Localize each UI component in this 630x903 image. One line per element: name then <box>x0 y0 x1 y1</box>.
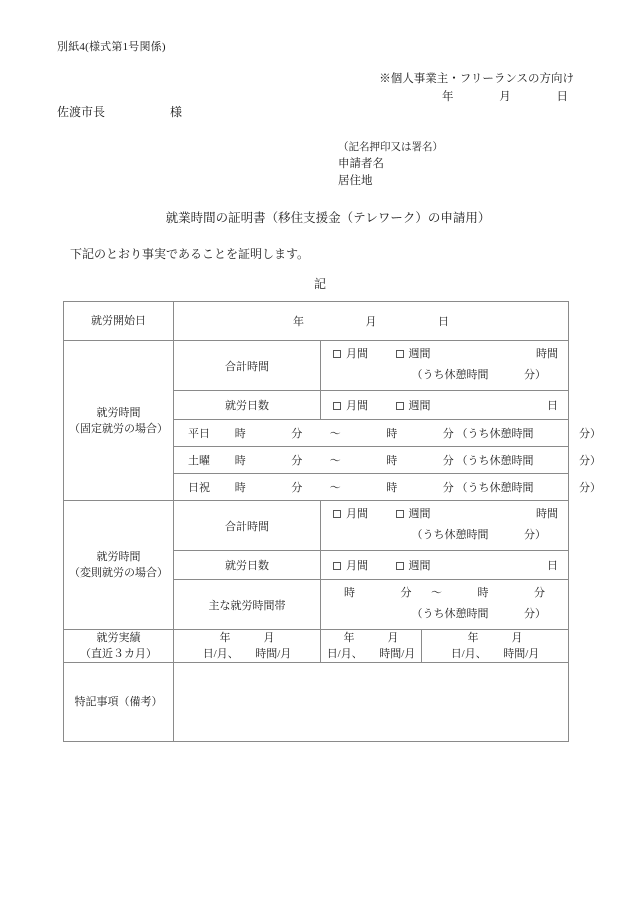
variable-band-break-unit: 分） <box>524 608 547 620</box>
fixed-span-saturday-to-hour: 時 <box>386 455 398 467</box>
table-row-start-date <box>64 302 569 341</box>
variable-band-to-hour: 時 <box>477 587 489 599</box>
variable-band-tilde: ～ <box>431 587 442 599</box>
variable-main-band-time-row <box>321 580 568 605</box>
checkbox-icon-monthly[interactable] <box>333 350 341 358</box>
checkbox-icon-monthly[interactable] <box>333 402 341 410</box>
fixed-work-days-value-cell[interactable] <box>321 391 569 420</box>
submission-date-line <box>442 88 568 104</box>
variable-band-to-min: 分 <box>534 587 545 599</box>
addressee-line <box>57 103 182 120</box>
fixed-span-saturday-from-hour: 時 <box>234 455 246 467</box>
fixed-span-saturday-to-min: 分 <box>442 455 454 467</box>
work-record-period-2: 年 月 <box>343 632 399 644</box>
start-date-day: 日 <box>438 316 449 328</box>
fixed-span-saturday-from-min: 分 <box>291 455 303 467</box>
fixed-span-holiday-to-min: 分 <box>442 482 454 494</box>
fixed-total-hours-options <box>333 345 431 364</box>
fixed-work-days-options <box>333 397 431 413</box>
fixed-work-days-label: 就労日数 <box>174 391 321 420</box>
variable-total-hours-unit: 時間 <box>536 508 559 520</box>
variable-total-weekly-label: 週間 <box>408 508 431 520</box>
work-record-label-line1: 就労実績 <box>96 632 141 644</box>
start-date-value-cell[interactable] <box>174 302 569 341</box>
fixed-span-weekday-break-unit: 分） <box>579 428 601 440</box>
fixed-span-holiday-daylabel: 日祝 <box>188 482 210 494</box>
checkbox-icon-weekly[interactable] <box>396 562 404 570</box>
checkbox-icon-weekly[interactable] <box>396 350 404 358</box>
fixed-total-hours-unit: 時間 <box>536 348 559 360</box>
fixed-span-weekday-to-min: 分 <box>442 428 454 440</box>
fixed-work-days-options-row <box>321 391 568 419</box>
variable-total-hours-label: 合計時間 <box>174 501 321 551</box>
checkbox-icon-weekly[interactable] <box>396 510 404 518</box>
fixed-span-holiday-to-hour: 時 <box>386 482 398 494</box>
fixed-total-break-line <box>321 366 568 390</box>
fixed-span-weekday-to-hour: 時 <box>386 428 398 440</box>
fixed-span-weekday-from-min: 分 <box>291 428 303 440</box>
fixed-span-saturday-break-unit: 分） <box>579 455 601 467</box>
variable-label-line2: （変則就労の場合） <box>69 567 168 579</box>
start-date-year: 年 <box>293 316 304 328</box>
start-date-month: 月 <box>365 316 377 328</box>
fixed-span-holiday-break-unit: 分） <box>579 482 601 494</box>
document-reference-number: 別紙4(様式第1号関係) <box>57 41 166 53</box>
table-row-variable-total-hours <box>64 501 569 551</box>
variable-total-break-line <box>321 526 568 550</box>
fixed-work-section-label <box>64 341 174 501</box>
variable-work-days-label: 就労日数 <box>174 551 321 580</box>
fixed-span-weekday-break-note: （うち休憩時間 <box>456 428 534 440</box>
fixed-span-holiday-inner <box>174 474 601 500</box>
variable-total-break-unit: 分） <box>524 529 547 541</box>
fixed-span-saturday-tilde: ～ <box>329 455 341 467</box>
audience-note: ※個人事業主・フリーランスの方向け <box>379 73 574 85</box>
date-year-label: 年 <box>442 91 454 103</box>
work-record-detail-2: 日/月、 時間/月 <box>326 648 416 660</box>
addressee-honorific: 様 <box>170 105 183 119</box>
work-record-period-1: 年 月 <box>219 632 275 644</box>
table-row-notes <box>64 663 569 742</box>
fixed-total-hours-label: 合計時間 <box>174 341 321 391</box>
variable-work-section-label <box>64 501 174 630</box>
date-day-label: 日 <box>556 91 568 103</box>
fixed-span-holiday-from-hour: 時 <box>234 482 246 494</box>
fixed-span-holiday-break-note: （うち休憩時間 <box>456 482 534 494</box>
page-title: 就業時間の証明書（移住支援金（テレワーク）の申請用） <box>165 211 491 225</box>
addressee-name: 佐渡市長 <box>57 105 106 119</box>
checkbox-icon-monthly[interactable] <box>333 510 341 518</box>
variable-total-break-note: （うち休憩時間 <box>411 529 489 541</box>
variable-main-band-value-cell[interactable] <box>321 580 569 630</box>
work-record-label <box>64 630 174 663</box>
variable-total-monthly-label: 月間 <box>346 508 368 520</box>
fixed-span-weekday-tilde: ～ <box>329 428 341 440</box>
variable-days-monthly-label: 月間 <box>346 560 368 572</box>
variable-work-days-options-row <box>321 551 568 579</box>
work-record-cell-3[interactable] <box>422 630 569 663</box>
notes-label: 特記事項（備考） <box>64 663 174 742</box>
fixed-work-days-unit: 日 <box>547 400 559 412</box>
work-record-cell-1[interactable] <box>174 630 321 663</box>
seal-or-signature-note: （記名押印又は署名） <box>338 142 443 153</box>
fixed-total-break-note: （うち休憩時間 <box>411 369 489 381</box>
variable-days-weekly-label: 週間 <box>408 560 431 572</box>
fixed-span-weekday-cell[interactable] <box>174 420 601 447</box>
fixed-total-monthly-label: 月間 <box>346 348 368 360</box>
fixed-span-saturday-break-note: （うち休憩時間 <box>456 455 534 467</box>
fixed-days-weekly-label: 週間 <box>408 400 431 412</box>
work-record-detail-1: 日/月、 時間/月 <box>202 648 292 660</box>
fixed-days-monthly-label: 月間 <box>346 400 368 412</box>
variable-label-line1: 就労時間 <box>96 551 141 563</box>
variable-total-hours-options-row <box>321 501 568 526</box>
variable-total-hours-value-cell[interactable] <box>321 501 569 551</box>
fixed-span-saturday-inner <box>174 447 601 473</box>
date-month-label: 月 <box>499 91 511 103</box>
variable-band-from-hour: 時 <box>344 587 355 599</box>
work-record-cell-2[interactable] <box>321 630 422 663</box>
fixed-total-hours-value-cell[interactable] <box>321 341 569 391</box>
applicant-name-label: 申請者名 <box>338 158 384 170</box>
variable-main-band-label: 主な就労時間帯 <box>174 580 321 630</box>
fixed-span-weekday-from-hour: 時 <box>234 428 246 440</box>
fixed-span-holiday-from-min: 分 <box>291 482 303 494</box>
applicant-block <box>338 139 443 190</box>
fixed-label-line2: （固定就労の場合） <box>69 422 168 435</box>
table-row-fixed-total-hours <box>64 341 569 391</box>
start-date-label: 就労開始日 <box>64 302 174 341</box>
fixed-span-weekday-inner <box>174 420 601 446</box>
fixed-label-line1: 就労時間 <box>96 406 141 419</box>
fixed-span-weekday-daylabel: 平日 <box>188 428 210 440</box>
work-record-period-3: 年 月 <box>467 632 523 644</box>
checkbox-icon-monthly[interactable] <box>333 562 341 570</box>
variable-total-hours-options <box>333 505 431 524</box>
variable-main-band-break-line <box>321 605 568 629</box>
lead-statement: 下記のとおり事実であることを証明します。 <box>70 247 310 261</box>
fixed-span-saturday-daylabel: 土曜 <box>188 455 210 467</box>
work-record-detail-3: 日/月、 時間/月 <box>450 648 540 660</box>
fixed-total-hours-options-row <box>321 341 568 366</box>
residence-label: 居住地 <box>338 175 373 187</box>
variable-work-days-unit: 日 <box>547 560 559 572</box>
fixed-total-weekly-label: 週間 <box>408 348 431 360</box>
notes-value-cell[interactable] <box>174 663 569 742</box>
work-record-label-line2: （直近３カ月） <box>80 648 157 660</box>
fixed-span-saturday-cell[interactable] <box>174 447 601 474</box>
checkbox-icon-weekly[interactable] <box>396 402 404 410</box>
work-hours-form-table <box>63 301 601 742</box>
fixed-span-holiday-cell[interactable] <box>174 474 601 501</box>
fixed-span-holiday-tilde: ～ <box>329 482 341 494</box>
ki-mark: 記 <box>313 277 326 291</box>
variable-band-from-min: 分 <box>400 587 412 599</box>
variable-work-days-value-cell[interactable] <box>321 551 569 580</box>
variable-band-break-note: （うち休憩時間 <box>411 608 489 620</box>
fixed-total-break-unit: 分） <box>524 369 547 381</box>
variable-work-days-options <box>333 557 431 573</box>
table-row-work-record <box>64 630 569 663</box>
